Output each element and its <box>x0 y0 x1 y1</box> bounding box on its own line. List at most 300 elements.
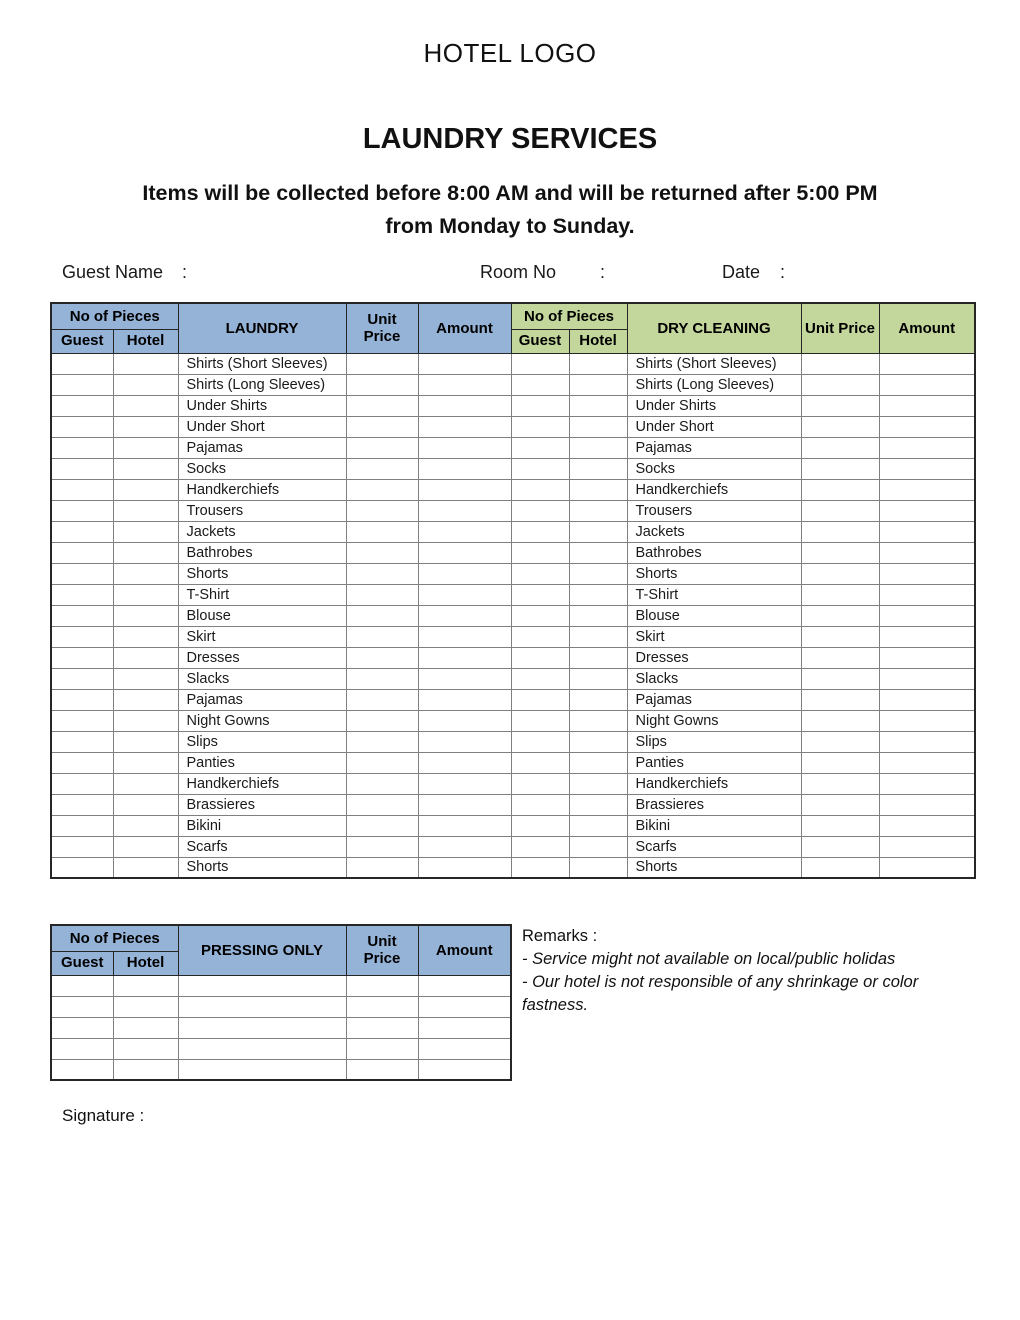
hotel-count-cell[interactable] <box>569 836 627 857</box>
hotel-count-cell[interactable] <box>569 416 627 437</box>
amount-cell[interactable] <box>418 416 511 437</box>
pressing-only-table <box>50 924 512 1081</box>
unit-price-cell[interactable] <box>346 437 418 458</box>
guest-count-cell[interactable] <box>51 437 113 458</box>
item-row <box>51 857 975 878</box>
item-row <box>51 458 975 479</box>
unit-price-cell[interactable] <box>801 479 879 500</box>
guest-count-cell[interactable] <box>511 353 569 374</box>
hotel-count-cell[interactable] <box>113 996 178 1017</box>
guest-count-cell[interactable] <box>511 458 569 479</box>
guest-count-cell[interactable] <box>51 1017 113 1038</box>
guest-count-cell[interactable] <box>51 975 113 996</box>
remarks-label: Remarks : <box>522 927 598 945</box>
pressing-item-cell[interactable] <box>178 1017 346 1038</box>
hotel-count-cell[interactable] <box>113 647 178 668</box>
unit-price-cell[interactable] <box>801 815 879 836</box>
hotel-count-cell[interactable] <box>569 752 627 773</box>
hotel-count-cell[interactable] <box>113 752 178 773</box>
unit-price-cell[interactable] <box>346 374 418 395</box>
hotel-count-cell[interactable] <box>569 437 627 458</box>
hotel-count-cell[interactable] <box>569 815 627 836</box>
guest-count-cell[interactable] <box>511 689 569 710</box>
hotel-header-laundry: Hotel <box>113 329 178 353</box>
hotel-count-cell[interactable] <box>569 605 627 626</box>
unit-price-cell[interactable] <box>346 731 418 752</box>
amount-cell[interactable] <box>418 975 511 996</box>
dry-cleaning-item-label: Jackets <box>627 521 801 542</box>
amount-cell[interactable] <box>418 836 511 857</box>
amount-cell[interactable] <box>879 353 975 374</box>
hotel-count-cell[interactable] <box>569 584 627 605</box>
unit-price-cell[interactable] <box>346 815 418 836</box>
guest-count-cell[interactable] <box>51 416 113 437</box>
pressing-item-cell[interactable] <box>178 1038 346 1059</box>
unit-price-header-laundry: Unit Price <box>346 303 418 353</box>
amount-cell[interactable] <box>418 395 511 416</box>
pressing-item-cell[interactable] <box>178 1059 346 1080</box>
amount-cell[interactable] <box>879 731 975 752</box>
amount-cell[interactable] <box>879 521 975 542</box>
room-no-label: Room No <box>480 262 557 282</box>
guest-count-cell[interactable] <box>511 395 569 416</box>
guest-count-cell[interactable] <box>51 563 113 584</box>
guest-count-cell[interactable] <box>51 353 113 374</box>
hotel-count-cell[interactable] <box>113 521 178 542</box>
amount-cell[interactable] <box>879 710 975 731</box>
amount-cell[interactable] <box>879 752 975 773</box>
guest-count-cell[interactable] <box>511 647 569 668</box>
unit-price-cell[interactable] <box>346 626 418 647</box>
hotel-count-cell[interactable] <box>113 975 178 996</box>
item-row <box>51 500 975 521</box>
hotel-count-cell[interactable] <box>569 710 627 731</box>
laundry-item-label: T-Shirt <box>178 584 346 605</box>
unit-price-cell[interactable] <box>346 773 418 794</box>
guest-count-cell[interactable] <box>51 710 113 731</box>
unit-price-cell[interactable] <box>801 542 879 563</box>
hotel-count-cell[interactable] <box>113 1038 178 1059</box>
amount-cell[interactable] <box>879 500 975 521</box>
unit-price-cell[interactable] <box>346 584 418 605</box>
guest-count-cell[interactable] <box>51 395 113 416</box>
unit-price-cell[interactable] <box>346 1059 418 1080</box>
guest-count-cell[interactable] <box>51 500 113 521</box>
unit-price-cell[interactable] <box>801 584 879 605</box>
guest-count-cell[interactable] <box>51 1059 113 1080</box>
dry-cleaning-item-label: Blouse <box>627 605 801 626</box>
amount-cell[interactable] <box>418 458 511 479</box>
guest-count-cell[interactable] <box>51 1038 113 1059</box>
no-of-pieces-header-dry-cleaning: No of Pieces <box>511 303 627 329</box>
hotel-count-cell[interactable] <box>569 353 627 374</box>
guest-count-cell[interactable] <box>51 689 113 710</box>
guest-count-cell[interactable] <box>511 626 569 647</box>
hotel-count-cell[interactable] <box>113 605 178 626</box>
unit-price-cell[interactable] <box>801 689 879 710</box>
guest-count-cell[interactable] <box>511 542 569 563</box>
unit-price-cell[interactable] <box>346 752 418 773</box>
amount-cell[interactable] <box>879 374 975 395</box>
dry-cleaning-item-label: Handkerchiefs <box>627 479 801 500</box>
amount-cell[interactable] <box>418 731 511 752</box>
unit-price-cell[interactable] <box>801 605 879 626</box>
laundry-item-label: Socks <box>178 458 346 479</box>
item-row <box>51 647 975 668</box>
guest-count-cell[interactable] <box>51 836 113 857</box>
unit-price-cell[interactable] <box>346 542 418 563</box>
amount-cell[interactable] <box>418 626 511 647</box>
unit-price-cell[interactable] <box>346 647 418 668</box>
dry-cleaning-item-label: Shorts <box>627 857 801 878</box>
amount-cell[interactable] <box>879 563 975 584</box>
amount-cell[interactable] <box>879 836 975 857</box>
amount-cell[interactable] <box>418 668 511 689</box>
item-row <box>51 689 975 710</box>
pressing-item-cell[interactable] <box>178 975 346 996</box>
hotel-count-cell[interactable] <box>113 689 178 710</box>
item-row <box>51 374 975 395</box>
amount-cell[interactable] <box>879 584 975 605</box>
hotel-count-cell[interactable] <box>113 815 178 836</box>
amount-cell[interactable] <box>418 996 511 1017</box>
hotel-count-cell[interactable] <box>569 500 627 521</box>
guest-count-cell[interactable] <box>51 857 113 878</box>
hotel-count-cell[interactable] <box>113 584 178 605</box>
guest-count-cell[interactable] <box>51 374 113 395</box>
dry-cleaning-item-label: Dresses <box>627 647 801 668</box>
unit-price-cell[interactable] <box>801 521 879 542</box>
guest-count-cell[interactable] <box>51 458 113 479</box>
laundry-dry-cleaning-table <box>50 302 976 879</box>
amount-cell[interactable] <box>418 773 511 794</box>
pressing-row <box>51 1059 511 1080</box>
unit-price-cell[interactable] <box>801 353 879 374</box>
amount-cell[interactable] <box>418 563 511 584</box>
hotel-count-cell[interactable] <box>113 857 178 878</box>
amount-cell[interactable] <box>879 773 975 794</box>
guest-count-cell[interactable] <box>511 731 569 752</box>
unit-price-cell[interactable] <box>801 710 879 731</box>
unit-price-cell[interactable] <box>346 1038 418 1059</box>
guest-count-cell[interactable] <box>511 500 569 521</box>
amount-cell[interactable] <box>418 584 511 605</box>
pressing-item-cell[interactable] <box>178 996 346 1017</box>
amount-cell[interactable] <box>418 1038 511 1059</box>
amount-cell[interactable] <box>418 605 511 626</box>
guest-count-cell[interactable] <box>51 584 113 605</box>
item-row <box>51 521 975 542</box>
amount-cell[interactable] <box>418 353 511 374</box>
hotel-count-cell[interactable] <box>569 374 627 395</box>
dry-cleaning-header: DRY CLEANING <box>627 303 801 353</box>
unit-price-cell[interactable] <box>801 500 879 521</box>
unit-price-cell[interactable] <box>346 668 418 689</box>
hotel-count-cell[interactable] <box>113 626 178 647</box>
unit-price-cell[interactable] <box>801 731 879 752</box>
hotel-count-cell[interactable] <box>113 794 178 815</box>
pressing-row <box>51 1038 511 1059</box>
hotel-count-cell[interactable] <box>569 647 627 668</box>
pressing-table-body <box>51 975 511 1080</box>
item-row <box>51 731 975 752</box>
guest-count-cell[interactable] <box>51 668 113 689</box>
dry-cleaning-item-label: Shirts (Short Sleeves) <box>627 353 801 374</box>
hotel-count-cell[interactable] <box>113 395 178 416</box>
dry-cleaning-item-label: Pajamas <box>627 437 801 458</box>
hotel-count-cell[interactable] <box>569 563 627 584</box>
unit-price-cell[interactable] <box>346 975 418 996</box>
amount-cell[interactable] <box>418 710 511 731</box>
unit-price-cell[interactable] <box>346 479 418 500</box>
laundry-item-label: Scarfs <box>178 836 346 857</box>
hotel-count-cell[interactable] <box>113 836 178 857</box>
unit-price-cell[interactable] <box>346 605 418 626</box>
amount-cell[interactable] <box>418 794 511 815</box>
item-row <box>51 815 975 836</box>
amount-cell[interactable] <box>418 374 511 395</box>
dry-cleaning-item-label: Trousers <box>627 500 801 521</box>
hotel-count-cell[interactable] <box>569 395 627 416</box>
guest-count-cell[interactable] <box>511 794 569 815</box>
hotel-count-cell[interactable] <box>569 668 627 689</box>
guest-count-cell[interactable] <box>511 584 569 605</box>
unit-price-header-pressing: Unit Price <box>346 925 418 975</box>
hotel-count-cell[interactable] <box>569 479 627 500</box>
unit-price-cell[interactable] <box>346 395 418 416</box>
item-row <box>51 836 975 857</box>
laundry-item-label: Shirts (Short Sleeves) <box>178 353 346 374</box>
unit-price-cell[interactable] <box>346 710 418 731</box>
guest-header-laundry: Guest <box>51 329 113 353</box>
unit-price-cell[interactable] <box>346 521 418 542</box>
unit-price-cell[interactable] <box>346 836 418 857</box>
hotel-count-cell[interactable] <box>113 731 178 752</box>
hotel-count-cell[interactable] <box>113 437 178 458</box>
collection-notice-line2: from Monday to Sunday. <box>385 214 635 238</box>
guest-count-cell[interactable] <box>51 479 113 500</box>
hotel-count-cell[interactable] <box>113 353 178 374</box>
dry-cleaning-item-label: Brassieres <box>627 794 801 815</box>
amount-cell[interactable] <box>418 521 511 542</box>
hotel-count-cell[interactable] <box>113 374 178 395</box>
amount-cell[interactable] <box>879 647 975 668</box>
guest-count-cell[interactable] <box>51 773 113 794</box>
hotel-count-cell[interactable] <box>569 794 627 815</box>
amount-cell[interactable] <box>418 500 511 521</box>
item-row <box>51 773 975 794</box>
dry-cleaning-item-label: Handkerchiefs <box>627 773 801 794</box>
amount-cell[interactable] <box>418 1017 511 1038</box>
guest-count-cell[interactable] <box>511 752 569 773</box>
hotel-count-cell[interactable] <box>113 458 178 479</box>
dry-cleaning-item-label: Panties <box>627 752 801 773</box>
dry-cleaning-item-label: Pajamas <box>627 689 801 710</box>
guest-count-cell[interactable] <box>511 479 569 500</box>
amount-cell[interactable] <box>418 689 511 710</box>
hotel-count-cell[interactable] <box>113 416 178 437</box>
unit-price-cell[interactable] <box>346 857 418 878</box>
hotel-count-cell[interactable] <box>113 479 178 500</box>
signature-label: Signature : <box>62 1106 145 1125</box>
dry-cleaning-item-label: Scarfs <box>627 836 801 857</box>
item-row <box>51 794 975 815</box>
guest-count-cell[interactable] <box>51 794 113 815</box>
hotel-count-cell[interactable] <box>569 542 627 563</box>
guest-count-cell[interactable] <box>51 626 113 647</box>
guest-count-cell[interactable] <box>51 731 113 752</box>
hotel-count-cell[interactable] <box>113 710 178 731</box>
guest-count-cell[interactable] <box>511 374 569 395</box>
item-row <box>51 353 975 374</box>
page-title: LAUNDRY SERVICES <box>362 123 658 155</box>
amount-header-dry-cleaning: Amount <box>879 303 975 353</box>
hotel-count-cell[interactable] <box>569 626 627 647</box>
guest-count-cell[interactable] <box>51 605 113 626</box>
hotel-count-cell[interactable] <box>569 773 627 794</box>
guest-header-dry-cleaning: Guest <box>511 329 569 353</box>
unit-price-cell[interactable] <box>346 1017 418 1038</box>
guest-count-cell[interactable] <box>511 416 569 437</box>
laundry-item-label: Trousers <box>178 500 346 521</box>
guest-count-cell[interactable] <box>51 542 113 563</box>
hotel-count-cell[interactable] <box>113 542 178 563</box>
no-of-pieces-header-laundry: No of Pieces <box>51 303 178 329</box>
dry-cleaning-item-label: Night Gowns <box>627 710 801 731</box>
guest-count-cell[interactable] <box>511 815 569 836</box>
laundry-item-label: Panties <box>178 752 346 773</box>
date-label: Date <box>722 262 761 282</box>
pressing-only-header: PRESSING ONLY <box>178 925 346 975</box>
dry-cleaning-item-label: Slips <box>627 731 801 752</box>
unit-price-cell[interactable] <box>801 668 879 689</box>
unit-price-cell[interactable] <box>346 794 418 815</box>
laundry-header: LAUNDRY <box>178 303 346 353</box>
amount-cell[interactable] <box>879 416 975 437</box>
unit-price-cell[interactable] <box>346 996 418 1017</box>
guest-count-cell[interactable] <box>511 668 569 689</box>
amount-cell[interactable] <box>879 458 975 479</box>
guest-count-cell[interactable] <box>511 521 569 542</box>
dry-cleaning-item-label: Under Short <box>627 416 801 437</box>
amount-cell[interactable] <box>879 479 975 500</box>
guest-count-cell[interactable] <box>51 752 113 773</box>
guest-count-cell[interactable] <box>511 857 569 878</box>
guest-count-cell[interactable] <box>51 647 113 668</box>
hotel-count-cell[interactable] <box>113 668 178 689</box>
unit-price-cell[interactable] <box>346 353 418 374</box>
hotel-count-cell[interactable] <box>569 521 627 542</box>
amount-cell[interactable] <box>418 437 511 458</box>
hotel-count-cell[interactable] <box>569 731 627 752</box>
guest-count-cell[interactable] <box>511 836 569 857</box>
laundry-item-label: Blouse <box>178 605 346 626</box>
guest-count-cell[interactable] <box>511 605 569 626</box>
hotel-count-cell[interactable] <box>569 458 627 479</box>
amount-cell[interactable] <box>418 542 511 563</box>
amount-cell[interactable] <box>879 857 975 878</box>
unit-price-cell[interactable] <box>801 794 879 815</box>
hotel-count-cell[interactable] <box>113 773 178 794</box>
unit-price-cell[interactable] <box>801 647 879 668</box>
item-row <box>51 563 975 584</box>
hotel-count-cell[interactable] <box>113 563 178 584</box>
hotel-count-cell[interactable] <box>569 689 627 710</box>
hotel-count-cell[interactable] <box>569 857 627 878</box>
dry-cleaning-item-label: Slacks <box>627 668 801 689</box>
unit-price-cell[interactable] <box>346 416 418 437</box>
unit-price-cell[interactable] <box>801 395 879 416</box>
amount-cell[interactable] <box>418 647 511 668</box>
item-row <box>51 626 975 647</box>
item-row <box>51 668 975 689</box>
guest-count-cell[interactable] <box>51 521 113 542</box>
laundry-item-label: Night Gowns <box>178 710 346 731</box>
item-row <box>51 416 975 437</box>
unit-price-cell[interactable] <box>346 458 418 479</box>
item-row <box>51 710 975 731</box>
laundry-item-label: Under Short <box>178 416 346 437</box>
amount-cell[interactable] <box>418 752 511 773</box>
amount-cell[interactable] <box>879 689 975 710</box>
guest-count-cell[interactable] <box>51 815 113 836</box>
unit-price-cell[interactable] <box>346 689 418 710</box>
guest-name-label: Guest Name <box>62 262 164 282</box>
pressing-row <box>51 996 511 1017</box>
unit-price-cell[interactable] <box>346 500 418 521</box>
unit-price-cell[interactable] <box>801 836 879 857</box>
hotel-count-cell[interactable] <box>113 1017 178 1038</box>
amount-cell[interactable] <box>879 395 975 416</box>
unit-price-cell[interactable] <box>801 458 879 479</box>
dry-cleaning-item-label: T-Shirt <box>627 584 801 605</box>
guest-count-cell[interactable] <box>51 996 113 1017</box>
unit-price-cell[interactable] <box>801 563 879 584</box>
unit-price-cell[interactable] <box>801 752 879 773</box>
item-row <box>51 584 975 605</box>
item-row <box>51 395 975 416</box>
amount-cell[interactable] <box>879 668 975 689</box>
unit-price-cell[interactable] <box>346 563 418 584</box>
guest-count-cell[interactable] <box>511 710 569 731</box>
unit-price-cell[interactable] <box>801 773 879 794</box>
amount-cell[interactable] <box>879 605 975 626</box>
header-row-1 <box>51 303 975 329</box>
amount-cell[interactable] <box>418 815 511 836</box>
hotel-count-cell[interactable] <box>113 500 178 521</box>
unit-price-cell[interactable] <box>801 416 879 437</box>
hotel-count-cell[interactable] <box>113 1059 178 1080</box>
amount-cell[interactable] <box>418 479 511 500</box>
amount-cell[interactable] <box>418 1059 511 1080</box>
amount-cell[interactable] <box>879 542 975 563</box>
pressing-row <box>51 1017 511 1038</box>
laundry-item-label: Bikini <box>178 815 346 836</box>
amount-cell[interactable] <box>418 857 511 878</box>
amount-cell[interactable] <box>879 815 975 836</box>
unit-price-cell[interactable] <box>801 626 879 647</box>
amount-cell[interactable] <box>879 437 975 458</box>
amount-cell[interactable] <box>879 626 975 647</box>
laundry-item-label: Jackets <box>178 521 346 542</box>
unit-price-cell[interactable] <box>801 374 879 395</box>
guest-count-cell[interactable] <box>511 563 569 584</box>
guest-count-cell[interactable] <box>511 773 569 794</box>
unit-price-cell[interactable] <box>801 857 879 878</box>
guest-count-cell[interactable] <box>511 437 569 458</box>
amount-cell[interactable] <box>879 794 975 815</box>
unit-price-cell[interactable] <box>801 437 879 458</box>
